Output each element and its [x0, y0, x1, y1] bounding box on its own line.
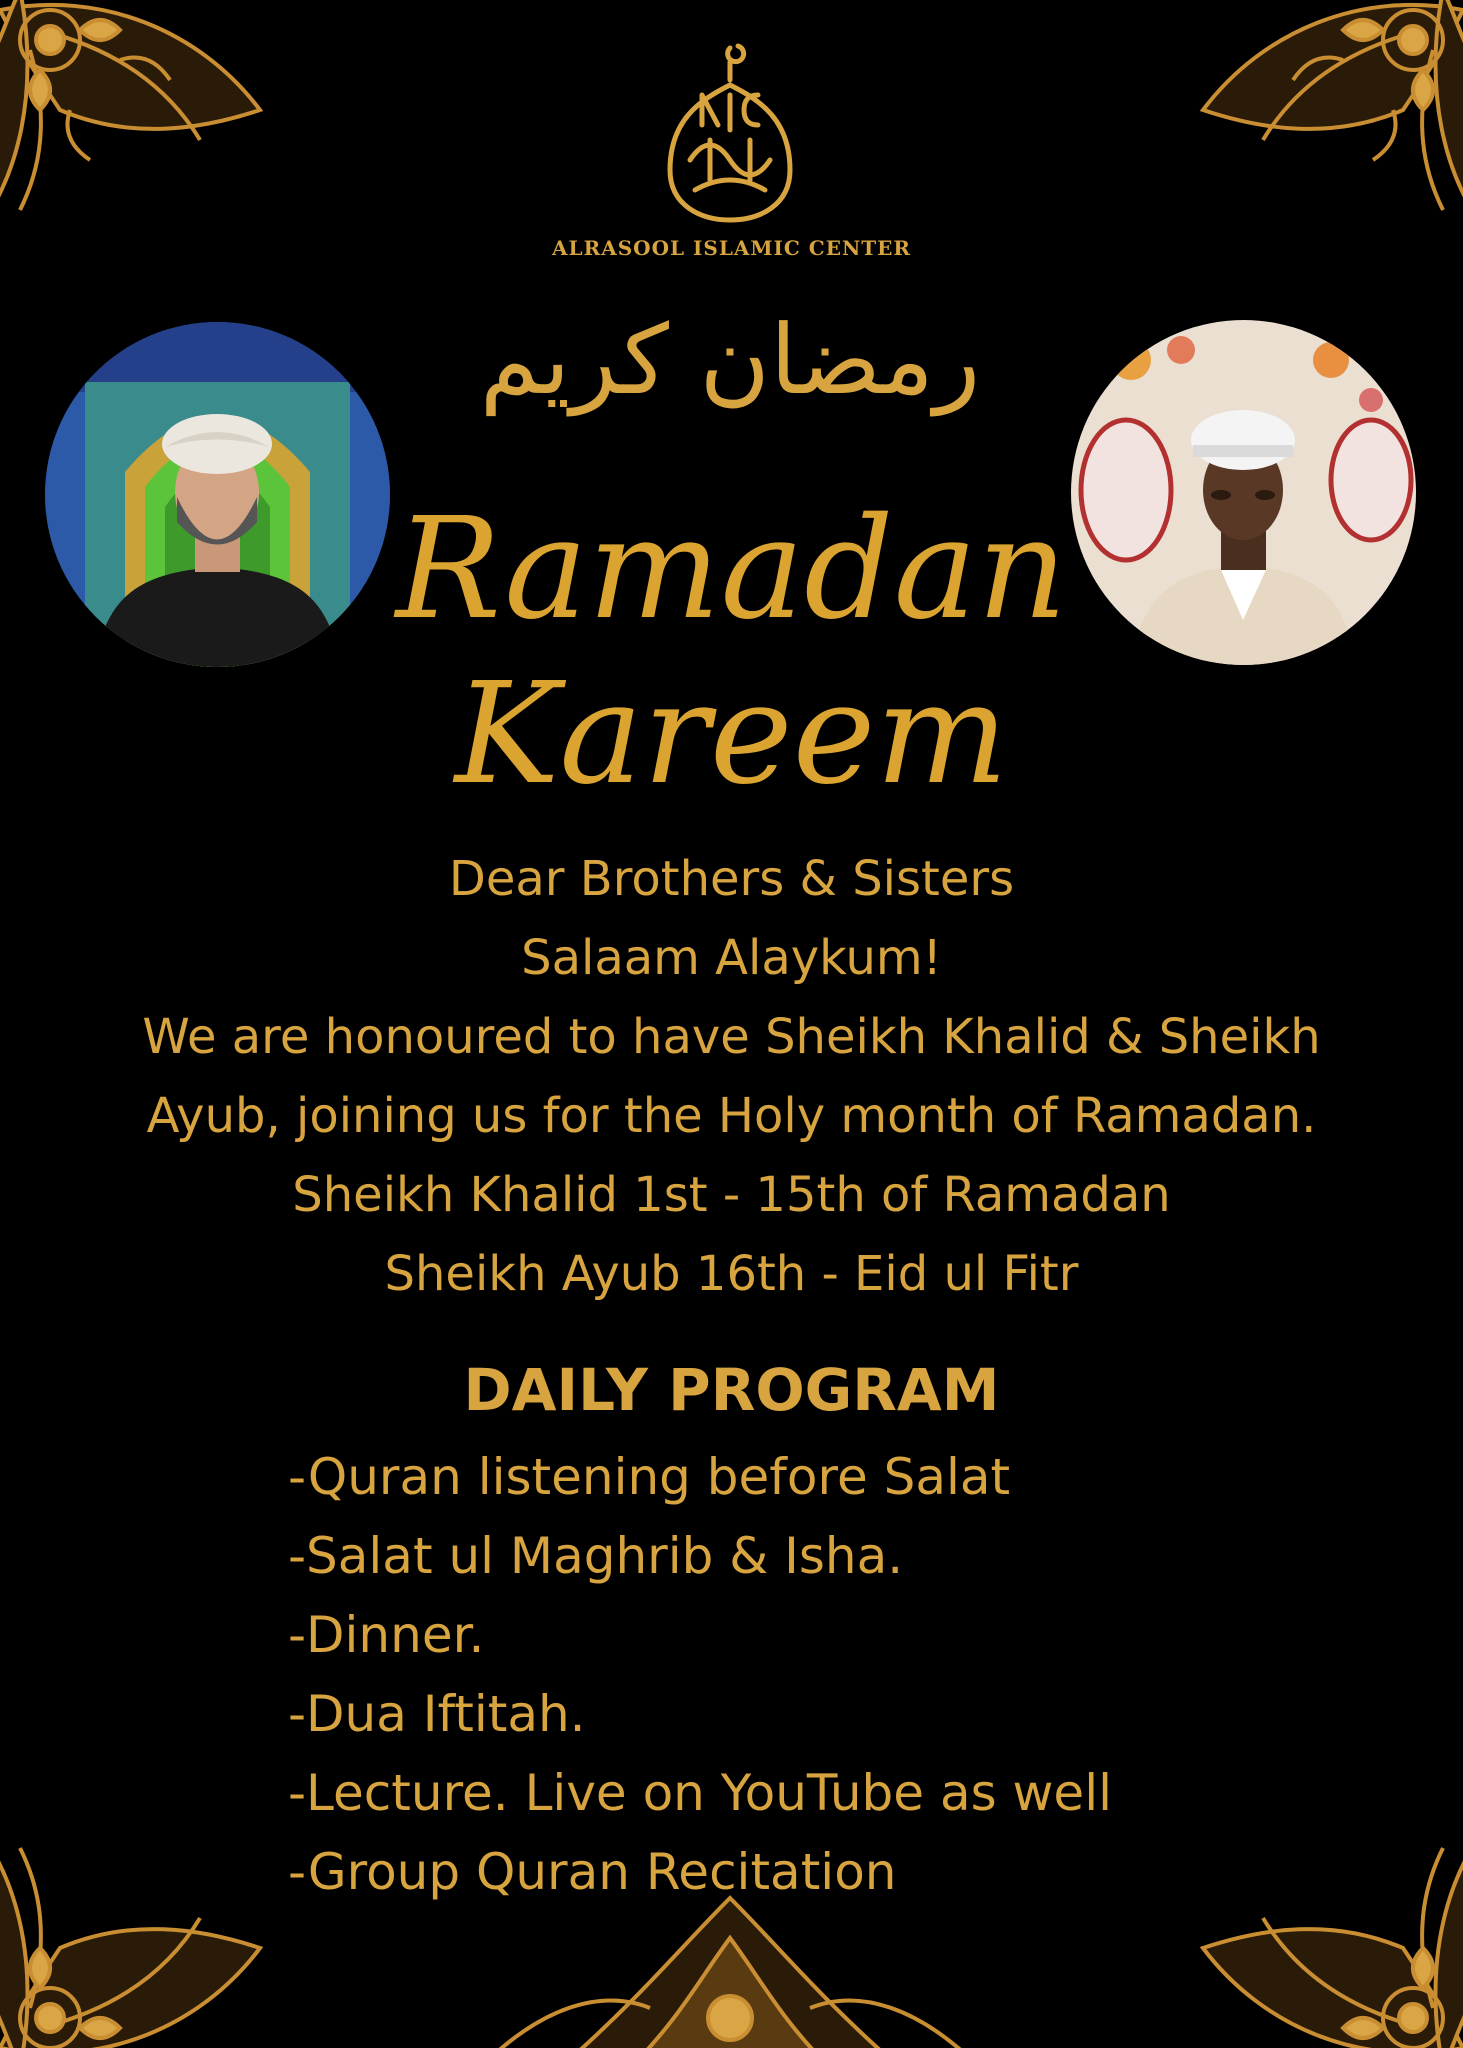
title-kareem: Kareem — [454, 653, 1009, 816]
message-line: Dear Brothers & Sisters — [448, 851, 1015, 907]
organization-name: ALRASOOL ISLAMIC CENTER — [552, 236, 911, 260]
welcome-message — [0, 840, 1463, 1314]
message-line: We are honoured to have Sheikh Khalid & Sheikh — [142, 1009, 1321, 1065]
program-item: -Quran listening before Salat — [288, 1448, 1011, 1506]
arabic-ramadan-kareem-title: رمضان كريم — [479, 304, 981, 416]
corner-ornament-top-right — [1143, 0, 1463, 310]
message-line: Ayub, joining us for the Holy month of Ramadan. — [146, 1088, 1317, 1144]
corner-ornament-bottom-left — [0, 1748, 320, 2048]
program-item: -Salat ul Maghrib & Isha. — [288, 1527, 904, 1585]
program-item: -Lecture. Live on YouTube as well — [288, 1764, 1112, 1822]
program-item: -Group Quran Recitation — [288, 1843, 897, 1901]
message-line: Sheikh Khalid 1st - 15th of Ramadan — [292, 1167, 1171, 1223]
message-line: Salaam Alaykum! — [521, 930, 942, 986]
program-item: -Dinner. — [288, 1606, 485, 1664]
bottom-ornament — [480, 1888, 980, 2048]
program-item: -Dua Iftitah. — [288, 1685, 586, 1743]
mosque-dome-calligraphy-logo-icon — [640, 40, 820, 230]
title-ramadan: Ramadan — [395, 488, 1068, 651]
daily-program-heading: DAILY PROGRAM — [463, 1356, 1000, 1424]
corner-ornament-bottom-right — [1143, 1748, 1463, 2048]
message-line: Sheikh Ayub 16th - Eid ul Fitr — [384, 1246, 1079, 1302]
corner-ornament-top-left — [0, 0, 320, 310]
daily-program-list — [288, 1438, 1112, 1912]
